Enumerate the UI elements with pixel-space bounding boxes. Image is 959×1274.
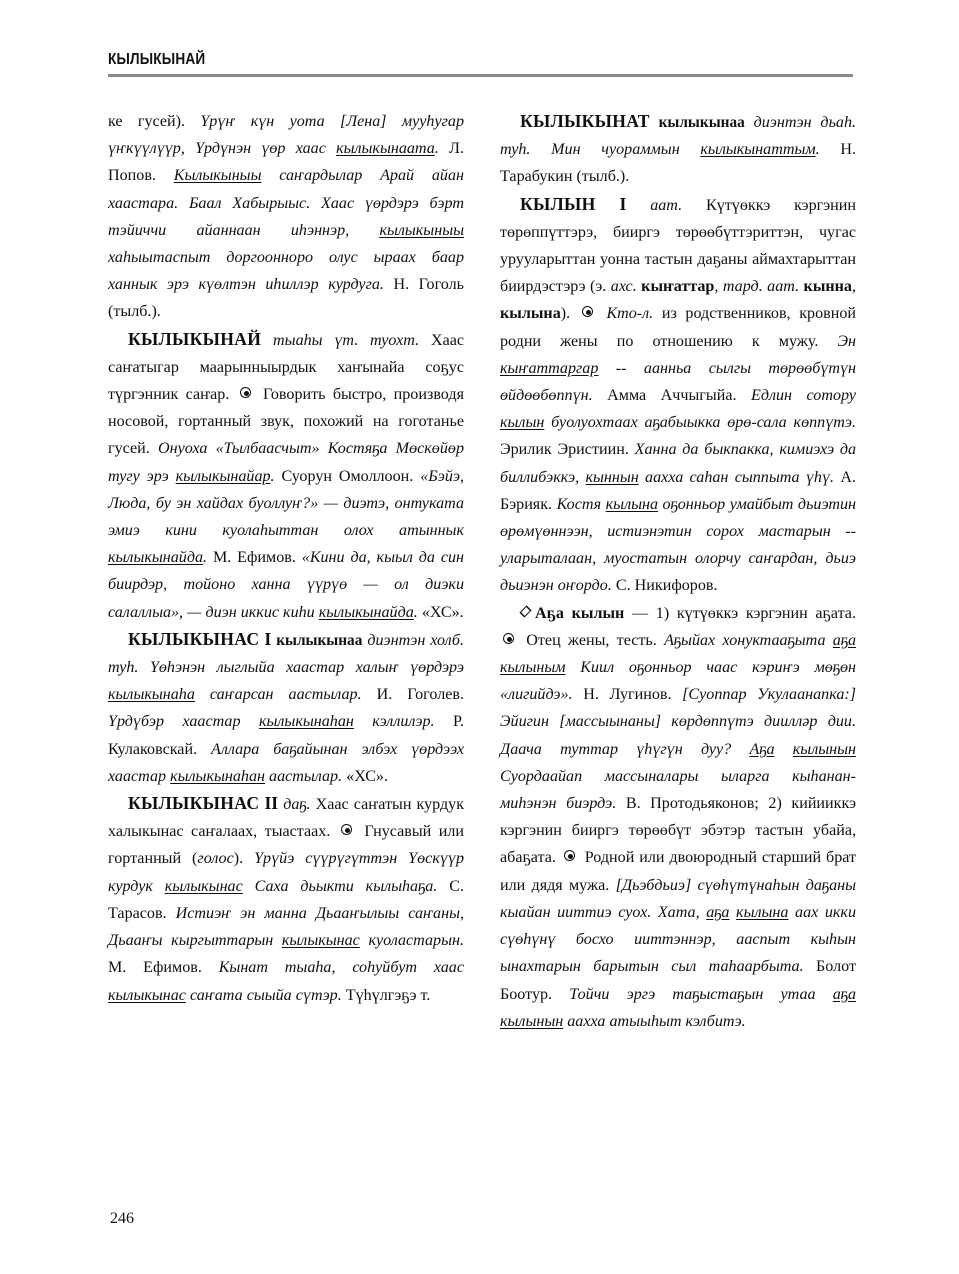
grammar-label: диэнтэн холб. туһ.	[108, 631, 465, 677]
source-citation: С. Никифоров.	[615, 577, 718, 595]
homonym-numeral: I	[619, 193, 627, 214]
example-text: -- аанньа сылгы төрөөбүтүн өйдөөбөппүн.	[500, 359, 856, 405]
example-text	[775, 741, 793, 758]
dictionary-entry	[108, 790, 464, 1009]
example-text: аахха саһан сыппыта үһү.	[638, 468, 841, 486]
example-text: саҥарсан аастылар.	[194, 686, 377, 704]
headword: КЫЛЫКЫНАС	[128, 793, 260, 814]
grammar-label: тард. аат.	[722, 278, 800, 296]
keyword: аҕа	[832, 985, 856, 1003]
example-text: Кынат тыаһа, соһуйбут хаас	[218, 959, 464, 977]
sense-number: 2)	[768, 795, 782, 813]
body-columns	[108, 108, 856, 1198]
keyword: кылыкынаата	[336, 140, 435, 158]
russian-definition: Гнусавый или гортанный (	[108, 823, 464, 868]
dictionary-entry	[108, 326, 464, 626]
source-citation: «ХС».	[346, 767, 389, 785]
example-text: оҕонньор умайбыт дьиэтин өрөмүөннээн, истиэнэтин сорох мастарын -- уларыталаан, муостатын олорчу саҥардан, дьиэ дьиэнэн оҥордо.	[500, 495, 856, 595]
keyword: кылыкынас	[164, 877, 243, 895]
em-dash: —	[632, 604, 649, 622]
keyword: кылына	[605, 495, 659, 513]
example-text: .	[413, 603, 422, 621]
grammar-label: тыаһы үт. туохт.	[273, 331, 420, 349]
example-text: буолуохтаах аҕабыыкка өрө-сала көппүтэ.	[544, 414, 856, 432]
grammar-label: ахс.	[610, 278, 637, 296]
example-text: Аҕыйах хонуктааҕыта	[664, 631, 833, 649]
keyword: кылыкынаһан	[258, 713, 354, 731]
source-citation: Л. Попов.	[108, 140, 464, 185]
keyword: кылынын	[500, 1012, 564, 1030]
example-text: Аллара баҕайынан элбэх үөрдээх хаастар	[108, 740, 464, 785]
definition-text: ,	[851, 278, 857, 296]
source-citation: Болот Боотур.	[500, 958, 856, 1003]
example-text: Үөһэнэн лыглыйа хаастар халыҥ үөрдэрэ	[149, 659, 464, 677]
header-rule	[108, 74, 853, 77]
headword: КЫЛЫКЫНАТ	[520, 111, 650, 131]
example-text: хаһыытаспыт доргоонноро олус ыраах баар ханнык эрэ күөлтэн иһиллэр курдуга.	[108, 249, 464, 294]
hollow-diamond-icon	[520, 606, 531, 619]
continued-text: ке гусей).	[108, 113, 201, 130]
example-text: [Суоппар Укулаанапка:] Эйигин [массыынаны] көрдөппүтэ диилләр дии. Даача туттар үһүгүн дуу?	[500, 686, 856, 758]
source-citation: «ХС».	[421, 603, 464, 621]
source-citation: Түһүлгэҕэ т.	[345, 986, 431, 1004]
definition-text: ).	[560, 305, 571, 323]
example-text: Үрүйэ сүүрүгүттэн Үөскүүр курдук	[108, 850, 464, 895]
circled-dot-icon	[582, 306, 595, 319]
example-text: кэллилэр.	[353, 713, 454, 731]
sub-entry	[500, 600, 856, 1035]
keyword: кылын	[500, 414, 545, 432]
keyword: кылынын	[792, 740, 856, 758]
russian-definition-italic: голос	[197, 850, 234, 868]
example-text: Истиэҥ эн манна Дьааҥылыы саҥаны, Дьааҥы кыргыттарын	[108, 904, 465, 950]
example-text: Үрүҥ күн уота [Лена] мууһугар үҥкүүлүүр, Үрдүнэн үөр хаас	[108, 113, 464, 158]
homonym-numeral: II	[264, 793, 279, 814]
keyword: кылыкынас	[281, 932, 360, 950]
circled-dot-icon	[240, 387, 253, 400]
headword: КЫЛЫКЫНАЙ	[128, 328, 262, 349]
variant-form: кылына	[500, 305, 561, 323]
source-citation: С. Тарасов.	[108, 877, 464, 922]
continued-entry	[108, 108, 464, 326]
page-header	[108, 52, 853, 77]
example-text: .	[270, 467, 282, 485]
right-column	[500, 108, 856, 1198]
source-citation: Н. Гоголь (тылб.).	[108, 276, 464, 321]
variant-form: кынна	[799, 278, 852, 296]
yakut-definition: кийииккэ кэргэнин бииргэ төрөөбүт эбэтэр тастын убайа, абаҕата.	[500, 795, 856, 867]
example-text: саҥардылар Арай айан хаастара. Баал Хабырыыс. Хаас үөрдэрэ бэрт тэйиччи айаннаан иһэннэр,	[108, 167, 464, 239]
dictionary-entry	[108, 626, 464, 790]
source-citation: Р. Кулаковскай.	[108, 713, 464, 758]
example-text: куоластарын.	[359, 932, 464, 950]
keyword: Аҕа	[749, 740, 775, 758]
keyword: кыннын	[585, 468, 639, 486]
example-text: .	[815, 141, 841, 159]
example-text: Үрдүбэр хаастар	[108, 713, 259, 731]
example-text: «Кини да, кыыл да син биирдэр, тойоно ханна үүрүө — ол диэки салаллыа», — диэн иккис киһи	[108, 549, 464, 621]
keyword: кылыкыныы	[379, 221, 464, 239]
example-text: Тойчи эргэ таҕыстаҕын утаа	[569, 985, 833, 1003]
keyword: кылыным	[500, 659, 566, 677]
keyword: кылыкынаттым	[700, 141, 816, 159]
source-citation: М. Ефимов.	[212, 549, 296, 567]
yakut-definition: Күтүөккэ кэргэнин төрөппүттэрэ, бииргэ төрөөбүттэриттэн, чугас урууларыттан уонна тастын даҕаны аймахтарыттан биирдэстэрэ (э.	[500, 196, 856, 296]
circled-dot-icon	[341, 824, 354, 837]
example-text: «Бэйэ, Люда, бу эн хайдах буоллуҥ?» — диэтэ, онтуката эмиэ кини куолаһыттан олох атыннык	[108, 467, 464, 540]
keyword: аҕа	[706, 903, 730, 921]
example-text: Ханна да быкпакка, кимиэхэ да биллибэккэ,	[500, 441, 857, 486]
homonym-numeral: I	[264, 628, 272, 649]
example-text: Онуоха «Тылбаасчыт» Костяҕа Мөскөйөр тугу эрэ	[108, 440, 464, 485]
russian-definition: Говорить быстро, производя носовой, гортанный звук, похожий на гоготанье гусей.	[108, 386, 464, 458]
secondary-headword: кылыкынаа	[276, 631, 363, 649]
example-text: Саха дьыкти кылыһаҕа.	[242, 877, 450, 895]
yakut-definition: күтүөккэ кэргэнин аҕата.	[669, 604, 856, 622]
keyword: кылыкынайар	[175, 467, 271, 485]
keyword: кылыкынаһан	[170, 767, 265, 785]
headword: КЫЛЫН	[520, 193, 596, 214]
example-text: [Дьэбдьиэ] сүөһүтүнаһын даҕаны кыайан ииттиэ суох. Хата,	[500, 876, 857, 921]
example-text: Эн	[837, 332, 856, 350]
yakut-definition: Хаас саҥатыгар маарынныырдык хаҥынайа соҕус түргэнник саҥар.	[108, 331, 465, 404]
source-citation: А. Бэрияк.	[500, 468, 856, 513]
dictionary-entry	[500, 191, 856, 600]
example-text: аастылар.	[265, 767, 347, 785]
circled-dot-icon	[564, 850, 577, 863]
example-text: Киил оҕонньор чаас кэриҥэ мөҕөн «лигийдэ».	[500, 659, 856, 704]
sense-number: 1)	[655, 604, 670, 622]
grammar-label: аат.	[650, 196, 683, 214]
source-citation: Эрилик Эристиин.	[500, 441, 629, 459]
left-column	[108, 108, 464, 1198]
example-text: Костя	[556, 495, 606, 513]
example-text: Едлин сотору	[751, 387, 856, 405]
example-text: Мин чуораммын	[551, 141, 701, 159]
source-citation: В. Протодьяконов;	[625, 795, 759, 813]
keyword: аҕа	[832, 631, 857, 649]
keyword: кылына	[736, 903, 789, 921]
russian-definition-end: ).	[233, 850, 244, 868]
headword: КЫЛЫКЫНАС	[128, 628, 260, 649]
source-citation: И. Гоголев.	[376, 686, 465, 704]
circled-dot-icon	[503, 633, 516, 646]
definition-text: ,	[714, 278, 723, 296]
example-text: аахха атыыһыт кэлбитэ.	[563, 1012, 746, 1030]
secondary-headword: кылыкынаа	[658, 114, 745, 131]
keyword: кылыкынас	[108, 986, 186, 1004]
example-text: .	[434, 140, 450, 158]
example-text: саҥата сыыйа сүтэр.	[185, 986, 346, 1004]
example-text: аах икки сүөһүнү босхо ииттэннэр, ааспыт кыһын ынахтарын барытын сыл таһаарбыта.	[500, 903, 856, 976]
yakut-definition: Хаас саҥатын курдук халыкынас саҥалаах, тыастаах.	[108, 796, 465, 841]
source-citation: Н. Тарабукин (тылб.).	[500, 141, 857, 186]
keyword: кылыкынайда	[108, 549, 204, 567]
dictionary-entry	[500, 108, 856, 191]
source-citation: Н. Лугинов.	[583, 686, 672, 704]
russian-definition: из родственников, кровной родни жены по отношению к мужу.	[500, 305, 856, 350]
source-citation: М. Ефимов.	[108, 959, 202, 977]
grammar-label: диэнтэн дьаһ. туһ.	[500, 114, 857, 159]
source-citation: Амма Аччыгыйа.	[607, 387, 737, 405]
page-number: 246	[110, 1210, 134, 1227]
grammar-label: даҕ.	[283, 796, 311, 814]
russian-definition: Отец жены, тесть.	[526, 631, 657, 649]
keyword: кылыкынаһа	[108, 686, 195, 704]
subentry-phrase: Аҕа кылын	[535, 604, 625, 622]
example-text: Суордаайап массыналары ыларга кыһанан-миһэнэн биэрдэ.	[500, 767, 856, 813]
example-text: .	[203, 549, 213, 567]
keyword: кылыкынайда	[318, 603, 414, 621]
variant-form: кыҥаттар	[636, 278, 715, 296]
keyword: кыҥаттаргар	[500, 359, 599, 377]
keyword: Кылыкыныы	[173, 167, 262, 185]
running-head: КЫЛЫКЫНАЙ	[108, 51, 206, 68]
russian-definition-italic: Кто-л.	[606, 305, 654, 323]
russian-definition: Родной или двоюродный старший брат или дядя мужа.	[500, 849, 856, 894]
source-citation: Суорун Омоллоон.	[281, 467, 414, 485]
